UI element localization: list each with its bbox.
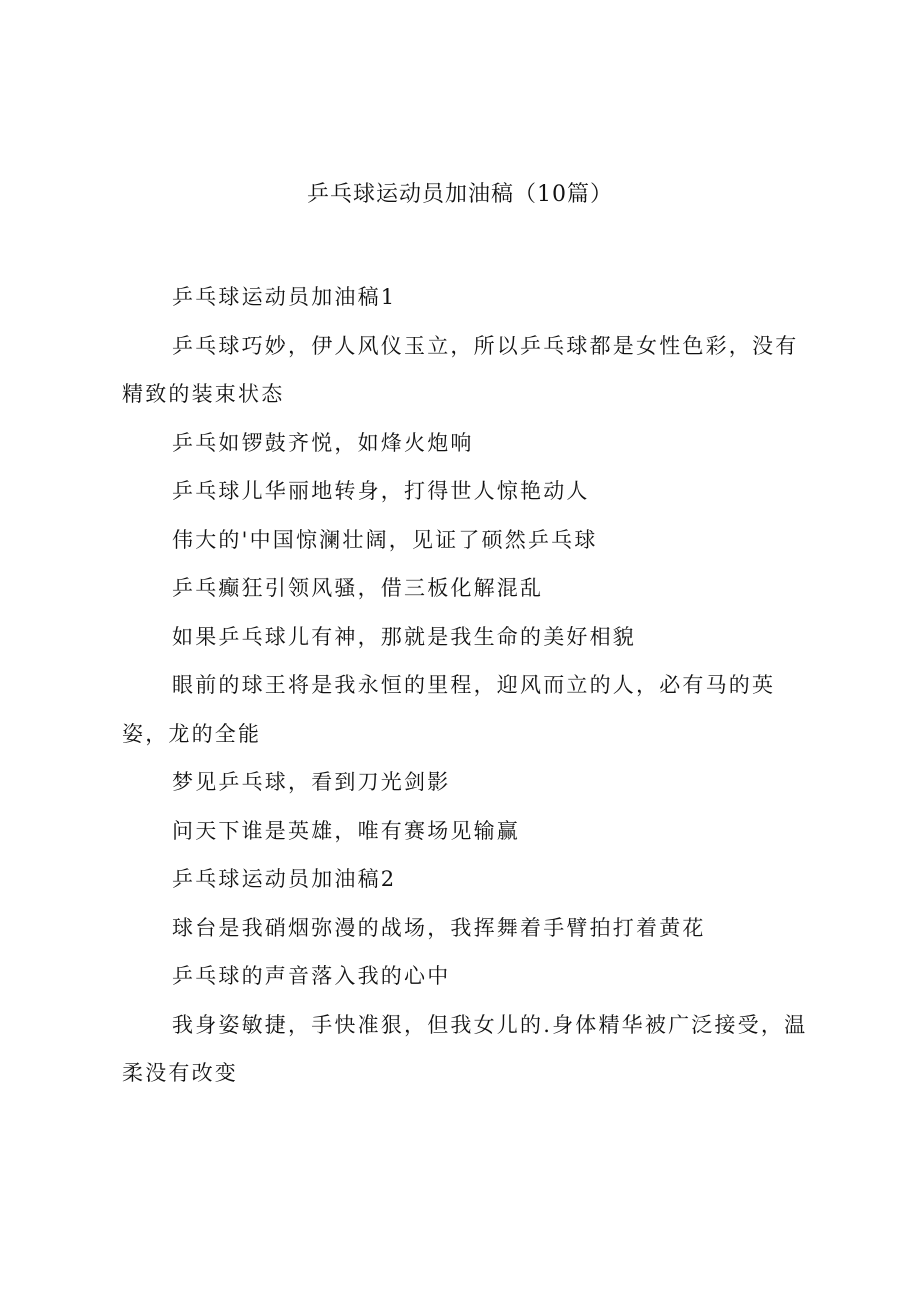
paragraph: 眼前的球王将是我永恒的里程，迎风而立的人，必有马的英姿，龙的全能 — [122, 673, 776, 746]
paragraph: 球台是我硝烟弥漫的战场，我挥舞着手臂拍打着黄花 — [172, 915, 706, 940]
paragraph: 梦见乒乓球，看到刀光剑影 — [172, 770, 451, 794]
paragraph: 乒乓球儿华丽地转身，打得世人惊艳动人 — [172, 479, 590, 503]
paragraph: 伟大的'中国惊澜壮阔，见证了硕然乒乓球 — [172, 527, 598, 552]
paragraph: 乒乓球巧妙，伊人风仪玉立，所以乒乓球都是女性色彩，没有精致的装束状态 — [122, 333, 799, 406]
paragraph: 问天下谁是英雄，唯有赛场见输赢 — [172, 818, 520, 843]
document-body — [122, 273, 812, 1098]
paragraph: 如果乒乓球儿有神，那就是我生命的美好相貌 — [172, 624, 636, 649]
paragraph: 乒乓癫狂引领风骚，借三板化解混乱 — [172, 576, 544, 600]
document-title: 乒乓球运动员加油稿（10篇） — [307, 182, 613, 207]
section-heading-2: 乒乓球运动员加油稿2 — [172, 867, 397, 891]
paragraph: 乒乓如锣鼓齐悦，如烽火炮响 — [172, 430, 474, 455]
paragraph: 乒乓球的声音落入我的心中 — [172, 964, 451, 988]
section-heading-1: 乒乓球运动员加油稿1 — [172, 285, 397, 309]
paragraph: 我身姿敏捷，手快准狠，但我女儿的.身体精华被广泛接受，温柔没有改变 — [122, 1012, 808, 1085]
